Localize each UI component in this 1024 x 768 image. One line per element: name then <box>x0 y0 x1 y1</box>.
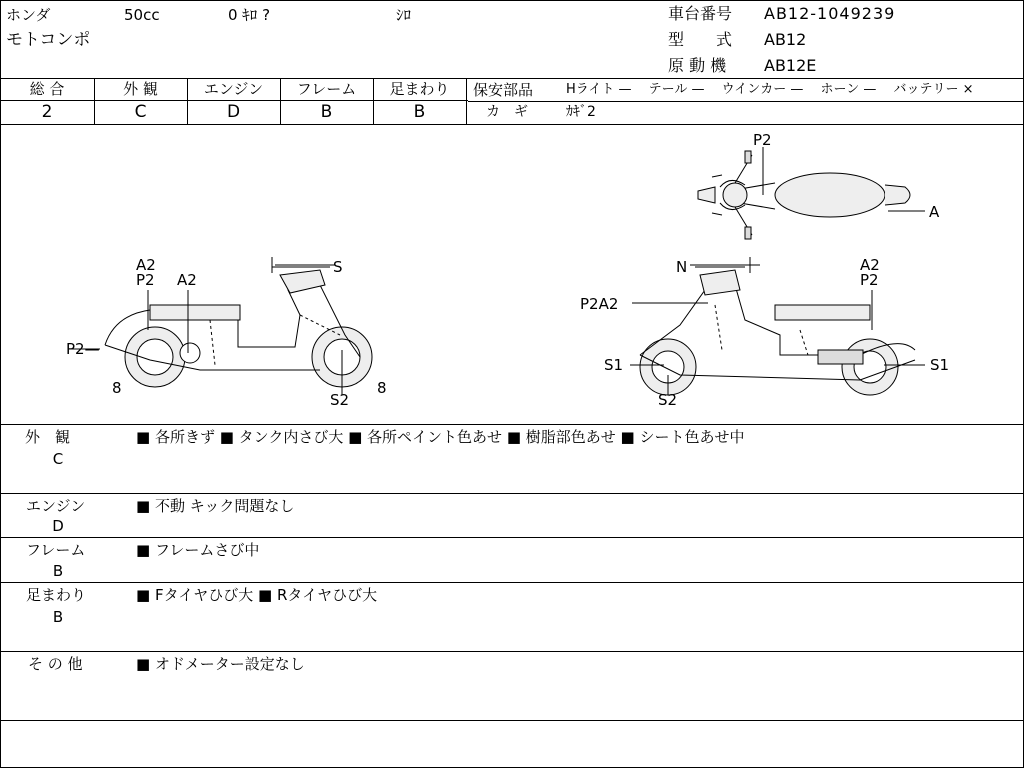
color: ｼﾛ <box>396 6 412 24</box>
rating-header-exterior: 外 観 <box>123 80 158 98</box>
rule <box>0 582 1024 583</box>
keys-value: ｶｷﾞ2 <box>566 104 596 120</box>
maker: ホンダ <box>6 6 51 24</box>
detail-text-other: ■ オドメーター設定なし <box>136 655 305 673</box>
scooter-top-view <box>698 151 910 239</box>
safety-title: 保安部品 <box>473 81 534 99</box>
rating-value-total: 2 <box>41 102 53 122</box>
label-right-s1a: S1 <box>604 356 624 374</box>
rating-header-frame: フレーム <box>296 80 357 98</box>
rating-value-frame: B <box>320 102 333 122</box>
rule <box>0 651 1024 652</box>
rating-value-suspension: B <box>413 102 426 122</box>
chassis-no: AB12-1049239 <box>764 4 896 23</box>
damage-diagram <box>0 125 1024 425</box>
detail-grade-suspension: B <box>52 608 64 626</box>
detail-text-engine: ■ 不動 キック問題なし <box>136 497 295 515</box>
label-top-p2: P2 <box>753 131 772 149</box>
detail-grade-exterior: C <box>52 450 64 468</box>
rule <box>466 78 467 124</box>
detail-label-other: そ の 他 <box>28 655 83 673</box>
safety-items: Hライト — テール — ウインカー — ホーン — バッテリー × <box>566 82 974 97</box>
detail-text-suspension: ■ Fタイヤひび大 ■ Rタイヤひび大 <box>136 586 378 604</box>
detail-text-exterior: ■ 各所きず ■ タンク内さび大 ■ 各所ペイント色あせ ■ 樹脂部色あせ ■ シート色あせ中 <box>136 428 745 446</box>
rating-value-engine: D <box>226 102 241 122</box>
label-right-s2: S2 <box>658 391 678 409</box>
mileage: 0 ｷﾛ ? <box>228 6 271 24</box>
rule <box>0 424 1024 425</box>
rating-header-engine: エンジン <box>203 80 264 98</box>
type-value: AB12 <box>764 30 807 49</box>
rating-value-exterior: C <box>134 102 147 122</box>
model-name: モトコンポ <box>6 30 91 50</box>
label-left-a2-mid: A2 <box>177 271 197 289</box>
keys-label: カ ギ <box>486 104 528 120</box>
rule <box>0 100 468 101</box>
detail-label-frame: フレーム <box>26 541 86 559</box>
label-left-a2-top: A2 <box>136 256 156 274</box>
detail-text-frame: ■ フレームさび中 <box>136 541 260 559</box>
rule <box>0 537 1024 538</box>
label-right-p2: P2 <box>860 271 879 289</box>
label-right-a2: A2 <box>860 256 880 274</box>
detail-label-engine: エンジン <box>26 497 86 515</box>
rule <box>468 101 1024 102</box>
displacement: 50cc <box>124 6 160 24</box>
rule <box>0 720 1024 721</box>
label-left-8b: 8 <box>377 379 387 397</box>
rule <box>0 78 1024 79</box>
chassis-no-label: 車台番号 <box>668 4 733 23</box>
rating-header-total: 総 合 <box>29 80 65 98</box>
detail-grade-frame: B <box>52 562 64 580</box>
label-left-8a: 8 <box>112 379 122 397</box>
label-right-s1b: S1 <box>930 356 950 374</box>
detail-grade-engine: D <box>52 517 64 535</box>
detail-label-suspension: 足まわり <box>26 586 87 604</box>
rule <box>0 493 1024 494</box>
label-left-s: S <box>333 258 343 276</box>
label-left-p2-rear: P2— <box>66 340 100 358</box>
type-label: 型 式 <box>668 30 733 49</box>
label-right-n: N <box>676 258 688 276</box>
detail-label-exterior: 外 観 <box>25 428 71 446</box>
label-left-s2: S2 <box>330 391 350 409</box>
label-left-p2-top: P2 <box>136 271 155 289</box>
label-right-p2a2: P2A2 <box>580 295 619 313</box>
engine-label: 原 動 機 <box>668 56 727 75</box>
label-top-a: A <box>929 203 940 221</box>
engine-value: AB12E <box>764 56 817 75</box>
rating-header-suspension: 足まわり <box>389 80 450 98</box>
